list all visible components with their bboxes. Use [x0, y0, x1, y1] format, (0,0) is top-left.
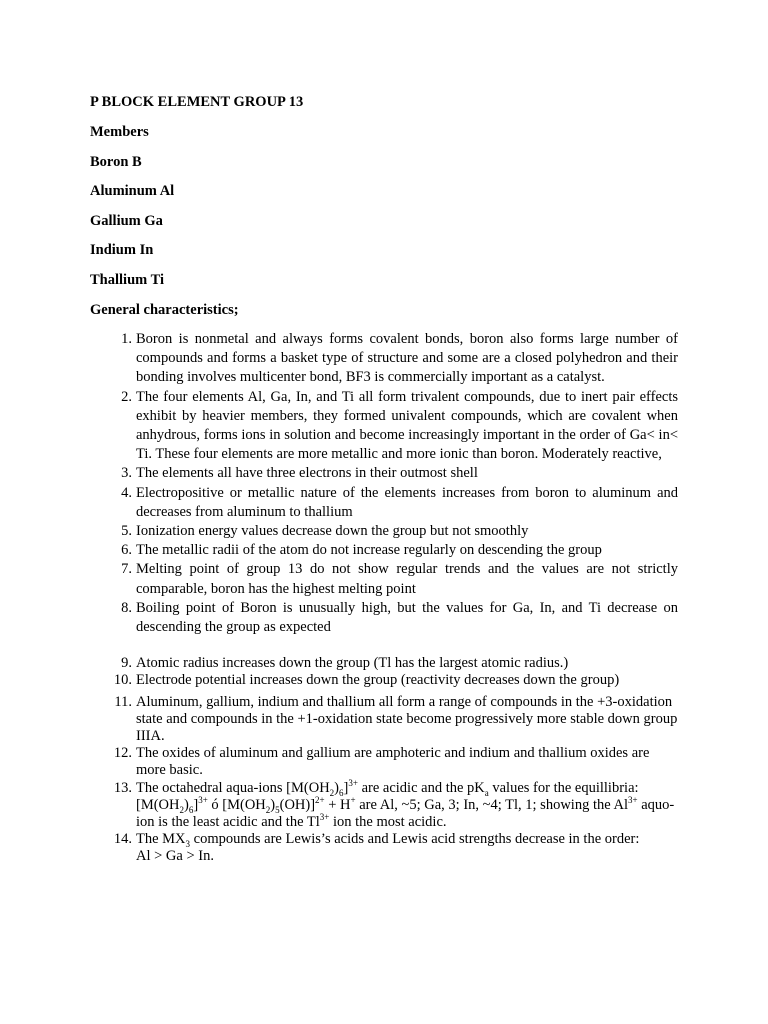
list-item: [110, 777, 678, 832]
list-item-text: The $MX_3$ compounds are Lewis’s acids and Lewis acid strengths decrease in the order: Al > Ga > In.: [136, 831, 640, 865]
list-item-text: The oxides of aluminum and gallium are amphoteric and indium and thallium oxides are more basic.: [136, 745, 650, 779]
member-indium: Indium In: [90, 242, 154, 258]
member-aluminum: Aluminum Al: [90, 183, 175, 199]
list-item: [110, 388, 678, 465]
list-item: [110, 522, 678, 541]
member-gallium: Gallium Ga: [90, 213, 163, 229]
list-item-number: 13.: [113, 779, 132, 796]
list-item: [110, 672, 678, 689]
list-item-text: Aluminum, gallium, indium and thallium all form a range of compounds in the +3-oxidation state and compounds in the +1-oxidation state become progressively more stable down group IIIA.: [136, 693, 678, 745]
list-item-number: 7.: [121, 561, 132, 578]
list-item-number: 10.: [113, 672, 132, 689]
list-item-number: 8.: [121, 599, 132, 616]
list-item-text: Electrode potential increases down the group (reactivity decreases down the group): [136, 672, 620, 689]
list-item-text: Melting point of group 13 do not show regular trends and the values are not strictly comparable, boron has the highest melting point: [136, 561, 678, 597]
list-item: [110, 655, 678, 672]
list-item-number: 9.: [121, 655, 132, 672]
list-item: [110, 694, 678, 746]
list-item-text: The four elements Al, Ga, In, and Ti all form trivalent compounds, due to inert pair effects exhibit by heavier members, they formed univalent compounds, which are covalent when anhydrous, forms ions in solution and become increasingly important in the order of Ga< in< Ti. These four elements are more metallic and more ionic than boron. Moderately reactive,: [136, 388, 678, 463]
list-item-number: 6.: [121, 542, 132, 559]
list-item-text: The metallic radii of the atom do not increase regularly on descending the group: [136, 542, 602, 559]
list-item-text: Boron is nonmetal and always forms covalent bonds, boron also forms large number of compounds and forms a basket type of structure and some are a closed polyhedron and their bonding involves multicenter bond, BF3 is commercially important as a catalyst.: [136, 331, 678, 386]
list-item: [110, 464, 678, 483]
characteristics-heading: General characteristics;: [90, 302, 239, 318]
list-item-number: 2.: [121, 388, 132, 405]
list-item-number: 3.: [121, 465, 132, 482]
list-item-text: The elements all have three electrons in their outmost shell: [136, 465, 478, 482]
characteristics-list: [110, 330, 678, 866]
list-item-number: 11.: [114, 693, 132, 710]
list-item: [110, 541, 678, 560]
list-item-number: 1.: [121, 331, 132, 347]
list-item-text: Boiling point of Boron is unusually high, but the values for Ga, In, and Ti decrease on descending the group as expected: [136, 599, 678, 636]
member-boron: Boron B: [90, 154, 142, 170]
member-thallium: Thallium Ti: [90, 272, 165, 288]
list-item-number: 14.: [113, 831, 132, 848]
list-item-text: The octahedral aqua-ions $[M(OH_2)_6]^{3+}$ are acidic and the $pK_a$ values for the equillibria: $[M(OH_2)_6]^{3+}$ ó $[M(OH_2)_5(OH)]^{2+} + H^+$ are Al, ~5; Ga, 3; In, ~4; Tl, 1; showing the $Al^{3+}$ aquo-ion is the least acidic and the $Tl^{3+}$ ion the most acidic.: [136, 777, 675, 831]
list-item: [110, 745, 678, 779]
list-item: [110, 484, 678, 522]
list-item: [110, 330, 678, 388]
members-heading: Members: [90, 124, 149, 140]
list-item-text: Atomic radius increases down the group (Tl has the largest atomic radius.): [136, 655, 569, 672]
list-item-number: 12.: [113, 745, 132, 762]
list-item: [110, 599, 678, 637]
list-item-text: Electropositive or metallic nature of the elements increases from boron to aluminum and decreases from aluminum to thallium: [136, 484, 678, 520]
list-item-text: Ionization energy values decrease down the group but not smoothly: [136, 523, 529, 540]
document-title: P BLOCK ELEMENT GROUP 13: [90, 94, 304, 110]
list-item: [110, 560, 678, 598]
list-item: [110, 831, 678, 865]
list-item-number: 4.: [121, 484, 132, 501]
list-item-number: 5.: [121, 523, 132, 540]
